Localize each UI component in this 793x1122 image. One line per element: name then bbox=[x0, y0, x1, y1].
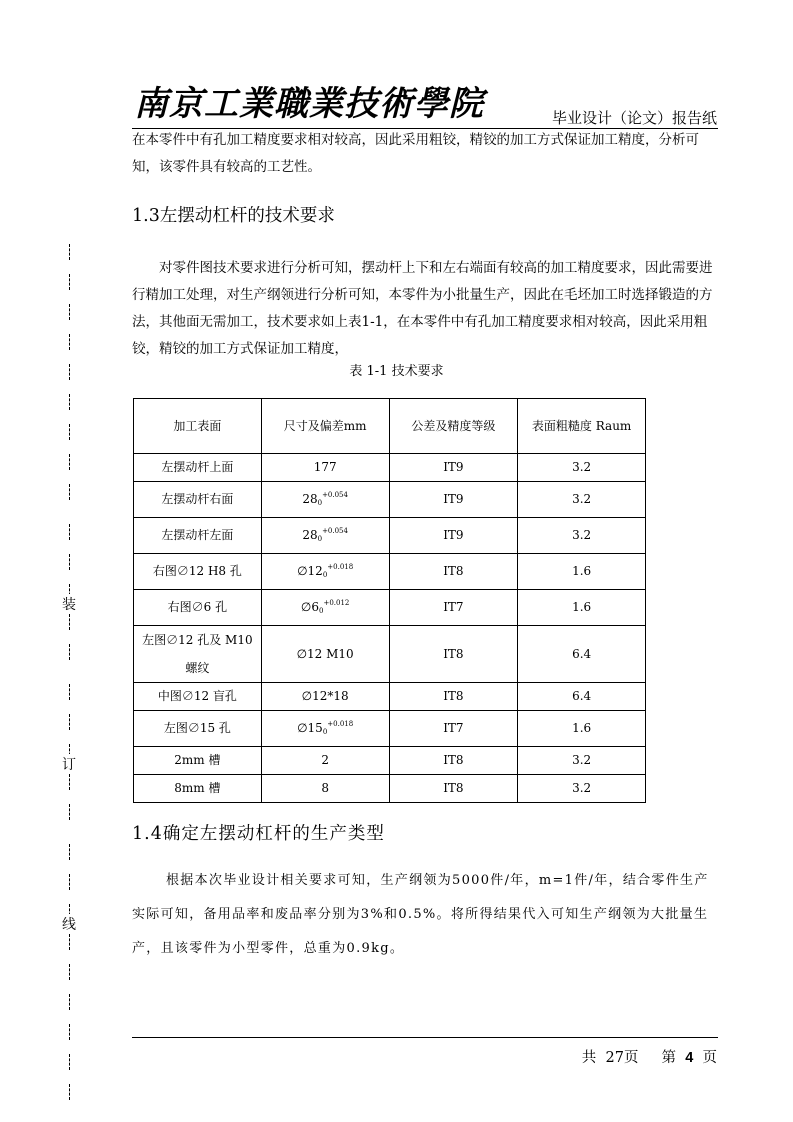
binding-dash bbox=[69, 524, 72, 540]
table-cell: 左摆动杆左面 bbox=[134, 518, 262, 554]
table-cell: 1.6 bbox=[518, 554, 646, 590]
dimension-value: ∅12 bbox=[297, 564, 323, 578]
binding-dash bbox=[69, 454, 72, 470]
binding-dash bbox=[69, 1024, 72, 1040]
binding-dash bbox=[69, 774, 72, 790]
current-page: 4 bbox=[685, 1050, 694, 1066]
current-label: 第 bbox=[661, 1050, 676, 1066]
binding-dash bbox=[69, 964, 72, 980]
table-header: 尺寸及偏差mm bbox=[261, 399, 389, 454]
table-cell: 左摆动杆右面 bbox=[134, 482, 262, 518]
table-row bbox=[134, 590, 646, 626]
table-cell: 1.6 bbox=[518, 711, 646, 747]
table-cell bbox=[261, 711, 389, 747]
total-unit: 页 bbox=[623, 1050, 639, 1066]
table-cell: 3.2 bbox=[518, 482, 646, 518]
table-cell: IT9 bbox=[389, 518, 518, 554]
tolerance-lower: 0 bbox=[317, 499, 323, 507]
table-row bbox=[134, 518, 646, 554]
table-cell: IT8 bbox=[389, 775, 518, 803]
section-heading-1-3: 1.3左摆动杠杆的技术要求 bbox=[132, 206, 335, 226]
table-cell: IT7 bbox=[389, 590, 518, 626]
table-cell: IT8 bbox=[389, 554, 518, 590]
total-label: 共 bbox=[581, 1050, 597, 1066]
binding-dash bbox=[69, 874, 72, 890]
table-cell: 1.6 bbox=[518, 590, 646, 626]
table-cell: IT8 bbox=[389, 747, 518, 775]
table-row bbox=[134, 711, 646, 747]
binding-dash bbox=[69, 484, 72, 500]
tolerance-upper: +0.018 bbox=[327, 720, 354, 728]
table-cell: 右图∅6 孔 bbox=[134, 590, 262, 626]
table-cell: 3.2 bbox=[518, 747, 646, 775]
dimension-value: 28 bbox=[302, 528, 318, 542]
table-cell: 2mm 槽 bbox=[134, 747, 262, 775]
binding-dash bbox=[69, 714, 72, 730]
table-cell: IT9 bbox=[389, 454, 518, 482]
paragraph-intro: 在本零件中有孔加工精度要求相对较高，因此采用粗铰，精铰的加工方式保证加工精度，分析可知，该零件具有较高的工艺性。 bbox=[132, 132, 699, 175]
table-cell bbox=[261, 590, 389, 626]
table-cell: 2 bbox=[261, 747, 389, 775]
binding-dash bbox=[69, 994, 72, 1010]
section-heading-1-4: 1.4确定左摆动杠杆的生产类型 bbox=[132, 824, 385, 844]
tolerance-lower: 0 bbox=[322, 571, 328, 579]
binding-dash bbox=[69, 844, 72, 860]
table-row bbox=[134, 683, 646, 711]
binding-char-zhuang: 装 bbox=[62, 594, 76, 614]
tolerance-lower: 0 bbox=[317, 535, 323, 543]
paragraph-production-type: 根据本次毕业设计相关要求可知，生产纲领为5000件/年，m=1件/年，结合零件生产实际可知，备用品率和废品率分别为3%和0.5%。将所得结果代入可知生产纲领为大批量生产，且该零件为小型零件，总重为0.9kg。 bbox=[132, 873, 709, 956]
table-cell: 右图∅12 H8 孔 bbox=[134, 554, 262, 590]
table-cell bbox=[261, 518, 389, 554]
binding-dash bbox=[69, 274, 72, 290]
table-row bbox=[134, 626, 646, 683]
binding-dash bbox=[69, 684, 72, 700]
table-cell: 8mm 槽 bbox=[134, 775, 262, 803]
table-cell: IT9 bbox=[389, 482, 518, 518]
table-row bbox=[134, 747, 646, 775]
table-row bbox=[134, 775, 646, 803]
table-row bbox=[134, 454, 646, 482]
tech-requirements-table bbox=[133, 398, 646, 803]
binding-dash bbox=[69, 304, 72, 320]
binding-dash bbox=[69, 334, 72, 350]
table-header: 公差及精度等级 bbox=[389, 399, 518, 454]
binding-dash bbox=[69, 394, 72, 410]
table-cell: 6.4 bbox=[518, 626, 646, 683]
tolerance-upper: +0.012 bbox=[323, 599, 350, 607]
table-header: 加工表面 bbox=[134, 399, 262, 454]
table-cell: 3.2 bbox=[518, 518, 646, 554]
table-header-row bbox=[134, 399, 646, 454]
table-cell: 177 bbox=[261, 454, 389, 482]
table-cell: IT8 bbox=[389, 626, 518, 683]
binding-dash bbox=[69, 804, 72, 820]
table-cell: 左图∅12 孔及 M10螺纹 bbox=[134, 626, 262, 683]
table-cell: ∅12*18 bbox=[261, 683, 389, 711]
binding-dash bbox=[69, 1084, 72, 1100]
dimension-value: ∅15 bbox=[297, 721, 323, 735]
binding-char-ding: 订 bbox=[62, 754, 76, 774]
tolerance-lower: 0 bbox=[322, 728, 328, 736]
tolerance-lower: 0 bbox=[319, 607, 324, 615]
total-pages: 27 bbox=[605, 1050, 624, 1066]
table-header: 表面粗糙度 Raum bbox=[518, 399, 646, 454]
binding-dash bbox=[69, 244, 72, 260]
table-caption: 表 1-1 技术要求 bbox=[349, 364, 444, 379]
table-cell: 8 bbox=[261, 775, 389, 803]
document-type-label: 毕业设计（论文）报告纸 bbox=[551, 109, 717, 127]
table-cell: IT8 bbox=[389, 683, 518, 711]
table-row bbox=[134, 482, 646, 518]
dimension-value: ∅6 bbox=[300, 600, 319, 614]
table-cell: 3.2 bbox=[518, 775, 646, 803]
binding-dash bbox=[69, 614, 72, 630]
table-cell: 6.4 bbox=[518, 683, 646, 711]
table-cell: 中图∅12 盲孔 bbox=[134, 683, 262, 711]
tolerance-upper: +0.018 bbox=[327, 563, 354, 571]
table-cell bbox=[261, 554, 389, 590]
school-logo-text: 南京工業職業技術學院 bbox=[134, 84, 484, 124]
table-cell bbox=[261, 482, 389, 518]
footer-divider bbox=[132, 1037, 718, 1038]
binding-char-xian: 线 bbox=[62, 914, 76, 934]
binding-dash bbox=[69, 644, 72, 660]
page-counter bbox=[582, 1046, 717, 1067]
table-row bbox=[134, 554, 646, 590]
table-cell: ∅12 M10 bbox=[261, 626, 389, 683]
binding-dash bbox=[69, 1054, 72, 1070]
binding-dash bbox=[69, 934, 72, 950]
dimension-value: 28 bbox=[302, 492, 318, 506]
binding-dash bbox=[69, 424, 72, 440]
table-cell: 左图∅15 孔 bbox=[134, 711, 262, 747]
current-unit: 页 bbox=[702, 1050, 717, 1066]
table-cell: IT7 bbox=[389, 711, 518, 747]
table-cell: 3.2 bbox=[518, 454, 646, 482]
binding-dash bbox=[69, 554, 72, 570]
table-cell: 左摆动杆上面 bbox=[134, 454, 262, 482]
paragraph-tech-req: 对零件图技术要求进行分析可知，摆动杆上下和左右端面有较高的加工精度要求，因此需要进行精加工处理，对生产纲领进行分析可知，本零件为小批量生产，因此在毛坯加工时选择锻造的方法，其他面无需加工，技术要求如上表1-1，在本零件中有孔加工精度要求相对较高，因此采用粗铰，精铰的加工方式保证加工精度， bbox=[132, 260, 713, 357]
tolerance-upper: +0.054 bbox=[322, 527, 348, 535]
tolerance-upper: +0.054 bbox=[322, 491, 348, 499]
